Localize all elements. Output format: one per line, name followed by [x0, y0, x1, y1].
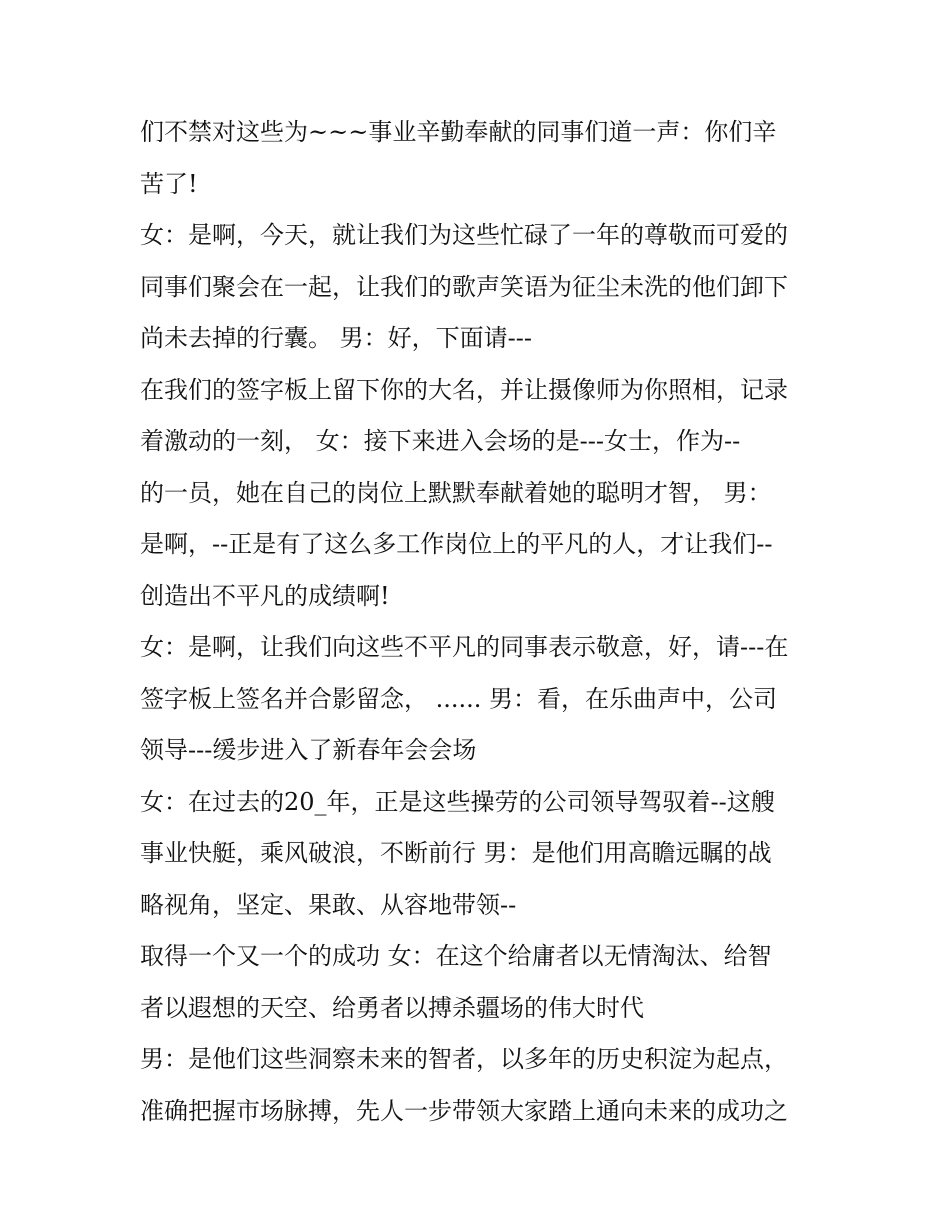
text-line: 苦了!: [140, 169, 198, 198]
text-line: 创造出不平凡的成绩啊!: [140, 581, 390, 610]
text-line: 女：在过去的20_年，正是这些操劳的公司领导驾驭着--这艘: [140, 787, 775, 816]
text-line: 同事们聚会在一起，让我们的歌声笑语为征尘未洗的他们卸下: [140, 272, 788, 301]
text-line: 领导---缓步进入了新春年会会场: [140, 736, 477, 764]
text-line: 是啊，--正是有了这么多工作岗位上的平凡的人，才让我们--: [140, 530, 773, 558]
text-line: 签字板上签名并合影留念， ...... 男：看，在乐曲声中，公司: [140, 684, 778, 713]
text-line: 在我们的签字板上留下你的大名，并让摄像师为你照相，记录: [140, 375, 788, 404]
text-line: 者以遐想的天空、给勇者以搏杀疆场的伟大时代: [140, 993, 644, 1022]
text-line: 女：是啊，让我们向这些不平凡的同事表示敬意，好，请---在: [140, 633, 789, 661]
text-line: 取得一个又一个的成功 女：在这个给庸者以无情淘汰、给智: [140, 942, 772, 970]
text-line: 们不禁对这些为~~~事业辛勤奉献的同事们道一声：你们辛: [140, 118, 777, 146]
text-line: 尚未去掉的行囊。 男：好，下面请---: [140, 324, 532, 352]
text-line: 略视角，坚定、果敢、从容地带领--: [140, 890, 517, 919]
text-line: 着激动的一刻， 女：接下来进入会场的是---女士，作为--: [140, 427, 741, 455]
body-text: [140, 107, 830, 1137]
text-line: 男：是他们这些洞察未来的智者，以多年的历史积淀为起点，: [140, 1045, 788, 1073]
text-line: 女：是啊，今天，就让我们为这些忙碌了一年的尊敬而可爱的: [140, 221, 788, 249]
text-line: 准确把握市场脉搏，先人一步带领大家踏上通向未来的成功之: [140, 1096, 788, 1125]
text-line: 事业快艇，乘风破浪，不断前行 男：是他们用高瞻远瞩的战: [140, 839, 772, 867]
text-line: 的一员，她在自己的岗位上默默奉献着她的聪明才智， 男：: [140, 478, 772, 507]
